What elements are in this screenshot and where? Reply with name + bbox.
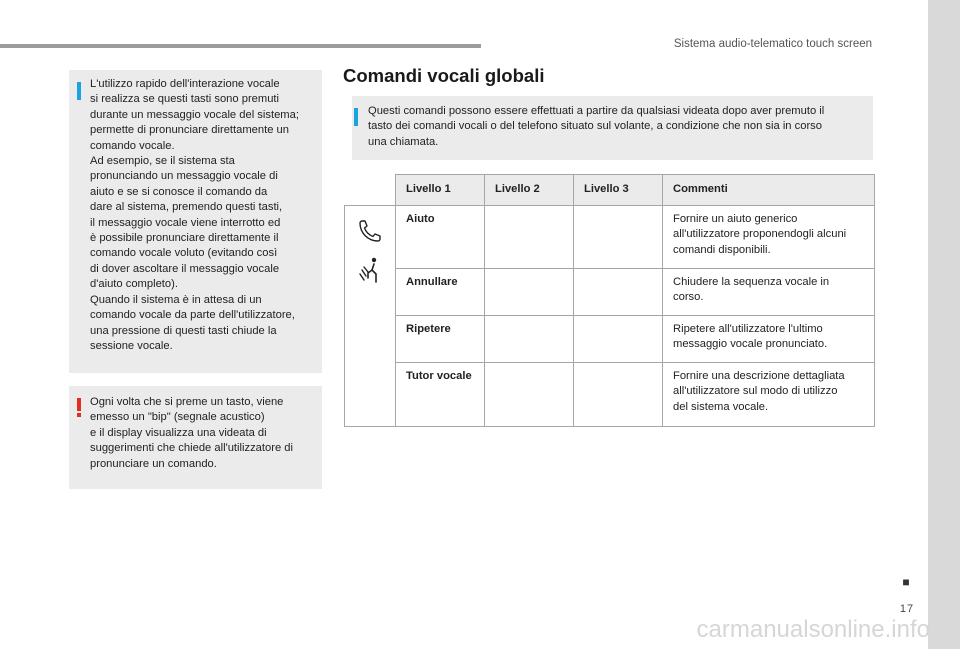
note-line: comando vocale da parte dell'utilizzatore, <box>90 309 295 322</box>
note-line: Ad esempio, se il sistema sta <box>90 155 235 168</box>
note-line: pronunciare un comando. <box>90 457 217 470</box>
comment-cell <box>663 316 875 363</box>
info-note-global-commands <box>352 96 873 160</box>
comment-line: Fornire una descrizione dettagliata <box>673 370 845 382</box>
voice-commands-table <box>344 174 875 427</box>
note-line: d'aiuto completo). <box>90 278 178 291</box>
note-line: emesso un "bip" (segnale acustico) <box>90 411 265 424</box>
level3-cell <box>574 363 663 427</box>
voice-command-icon <box>357 256 383 286</box>
level1-cell: Ripetere <box>396 316 485 363</box>
note-line: Quando il sistema è in attesa di un <box>90 293 262 306</box>
level3-cell <box>574 316 663 363</box>
note-line: L'utilizzo rapido dell'interazione vocale <box>90 78 280 90</box>
header-level-3: Livello 3 <box>574 175 663 206</box>
info-note-quick-voice <box>69 70 322 373</box>
note-line: tasto dei comandi vocali o del telefono situato sul volante, a condizione che non sia in corso <box>368 120 822 133</box>
comment-cell <box>663 206 875 269</box>
level1-cell: Aiuto <box>396 206 485 269</box>
comment-line: corso. <box>673 291 704 304</box>
comment-line: all'utilizzatore proponendogli alcuni <box>673 228 847 241</box>
note-line: e il display visualizza una videata di <box>90 426 267 439</box>
level2-cell <box>485 316 574 363</box>
info-icon <box>354 108 358 126</box>
watermark: carmanualsonline.info <box>696 616 930 643</box>
page-edge-strip <box>928 0 960 649</box>
note-line: suggerimenti che chiede all'utilizzatore di <box>90 442 293 455</box>
level2-cell <box>485 206 574 269</box>
header-level-2: Livello 2 <box>485 175 574 206</box>
comment-line: messaggio vocale pronunciato. <box>673 338 828 351</box>
header-blank <box>345 175 396 206</box>
icons-cell <box>345 206 396 427</box>
note-line: Ogni volta che si preme un tasto, viene <box>90 396 284 408</box>
phone-icon <box>357 218 383 244</box>
level3-cell <box>574 206 663 269</box>
level2-cell <box>485 363 574 427</box>
note-line: di dover ascoltare il messaggio vocale <box>90 262 280 275</box>
note-line: è possibile pronunciare direttamente il <box>90 232 279 245</box>
note-line: si realizza se questi tasti sono premuti <box>90 93 280 106</box>
note-line: sessione vocale. <box>90 339 173 352</box>
level1-cell: Annullare <box>396 269 485 316</box>
comment-line: comandi disponibili. <box>673 243 771 256</box>
comment-line: all'utilizzatore sul modo di utilizzo <box>673 385 838 398</box>
note-line: comando vocale. <box>90 139 175 152</box>
warning-icon <box>77 398 81 417</box>
info-icon <box>77 82 81 100</box>
header-rule <box>0 44 481 48</box>
header-level-1: Livello 1 <box>396 175 485 206</box>
note-line: aiuto e se si conosce il comando da <box>90 185 268 198</box>
note-line: una chiamata. <box>368 135 439 148</box>
note-line: Questi comandi possono essere effettuati a partire da qualsiasi videata dopo aver premuto il <box>368 105 825 117</box>
note-line: durante un messaggio vocale del sistema; <box>90 108 299 121</box>
comment-cell <box>663 269 875 316</box>
table-row <box>345 269 875 316</box>
note-line: permette di pronunciare direttamente un <box>90 124 290 137</box>
table-row <box>345 316 875 363</box>
comment-line: del sistema vocale. <box>673 400 769 413</box>
note-line: dare al sistema, premendo questi tasti, <box>90 201 283 214</box>
level3-cell <box>574 269 663 316</box>
note-line: comando vocale voluto (evitando così <box>90 247 278 260</box>
note-line: il messaggio vocale viene interrotto ed <box>90 216 281 229</box>
page-number: 17 <box>899 603 915 615</box>
table-row <box>345 363 875 427</box>
note-line: una pressione di questi tasti chiude la <box>90 324 277 337</box>
header-title: Sistema audio-telematico touch screen <box>673 38 872 50</box>
note-line: pronunciando un messaggio vocale di <box>90 170 278 183</box>
level1-cell: Tutor vocale <box>396 363 485 427</box>
table-header-row <box>345 175 875 206</box>
continuation-mark: ■ <box>902 575 910 589</box>
comment-cell <box>663 363 875 427</box>
header-comments: Commenti <box>663 175 875 206</box>
level2-cell <box>485 269 574 316</box>
comment-line: Fornire un aiuto generico <box>673 213 798 225</box>
comment-line: Ripetere all'utilizzatore l'ultimo <box>673 323 823 335</box>
section-title: Comandi vocali globali <box>343 65 545 86</box>
warning-note-beep <box>69 386 322 489</box>
table-row <box>345 206 875 269</box>
comment-line: Chiudere la sequenza vocale in <box>673 276 830 288</box>
